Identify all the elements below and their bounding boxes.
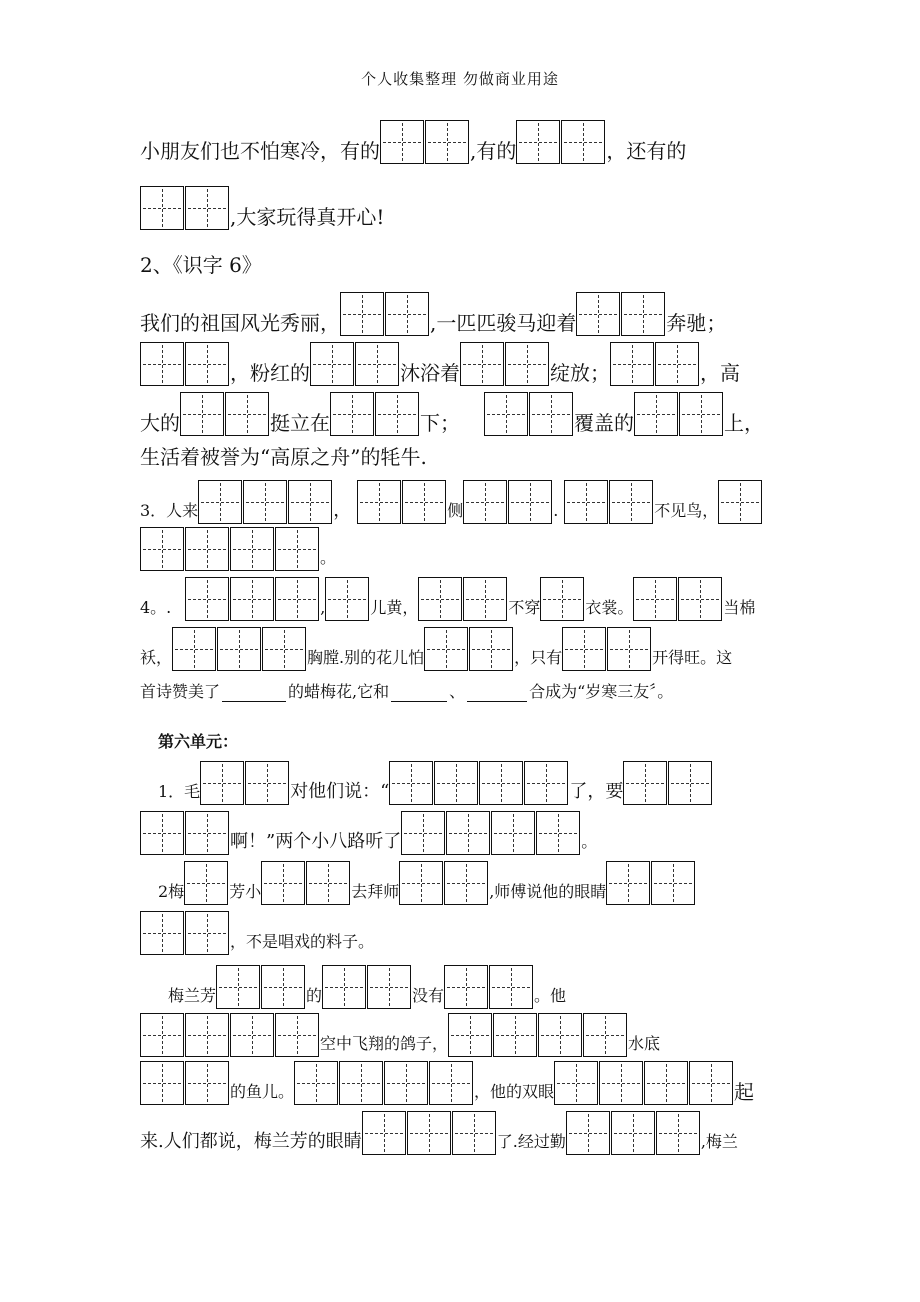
answer-box-group[interactable] bbox=[172, 627, 307, 671]
text: ， bbox=[333, 500, 352, 521]
char-box[interactable] bbox=[310, 342, 354, 386]
char-box[interactable] bbox=[463, 577, 507, 621]
answer-box-group[interactable] bbox=[610, 342, 700, 386]
text: 3．人来 bbox=[140, 501, 199, 520]
char-box[interactable] bbox=[418, 577, 462, 621]
char-box[interactable] bbox=[444, 965, 488, 1009]
char-box[interactable] bbox=[460, 342, 504, 386]
text: 不穿 bbox=[508, 598, 541, 617]
char-box[interactable] bbox=[230, 527, 274, 571]
text: 衣裳。 bbox=[585, 598, 634, 617]
char-box[interactable] bbox=[384, 1061, 428, 1105]
char-box[interactable] bbox=[243, 480, 287, 524]
char-box[interactable] bbox=[516, 120, 560, 164]
text: 开得旺。这 bbox=[652, 648, 733, 667]
char-box[interactable] bbox=[140, 811, 184, 855]
text: 水底 bbox=[628, 1034, 661, 1053]
answer-box-group[interactable] bbox=[564, 480, 654, 524]
char-box[interactable] bbox=[424, 627, 468, 671]
answer-box-group[interactable] bbox=[325, 577, 370, 621]
answer-box-group[interactable] bbox=[576, 292, 666, 336]
char-box[interactable] bbox=[505, 342, 549, 386]
text: ,师傅说他的眼睛 bbox=[489, 882, 607, 901]
text: , bbox=[320, 598, 326, 617]
s2-line-2 bbox=[140, 342, 785, 386]
char-box[interactable] bbox=[489, 965, 533, 1009]
char-box[interactable] bbox=[261, 861, 305, 905]
answer-box-group[interactable] bbox=[718, 480, 763, 524]
text: 来.人们都说，梅兰芳的眼睛 bbox=[140, 1131, 362, 1152]
text: 的蜡梅花,它和 bbox=[288, 682, 390, 701]
text: 啊！”两个小八路听了 bbox=[230, 831, 402, 852]
text: 挺立在 bbox=[270, 411, 330, 435]
char-box[interactable] bbox=[325, 577, 369, 621]
text: 上， bbox=[724, 411, 764, 435]
char-box[interactable] bbox=[554, 1061, 598, 1105]
text: 、 bbox=[449, 682, 466, 701]
char-box[interactable] bbox=[140, 342, 184, 386]
char-box[interactable] bbox=[538, 1013, 582, 1057]
text: 绽放； bbox=[550, 361, 610, 385]
char-box[interactable] bbox=[564, 480, 608, 524]
char-box[interactable] bbox=[225, 392, 269, 436]
text: ,一匹匹骏马迎着 bbox=[430, 311, 577, 335]
char-box[interactable] bbox=[599, 1061, 643, 1105]
char-box[interactable] bbox=[362, 1111, 406, 1155]
char-box[interactable] bbox=[493, 1013, 537, 1057]
unit6-title-line bbox=[140, 729, 785, 755]
char-box[interactable] bbox=[140, 1061, 184, 1105]
char-box[interactable] bbox=[294, 1061, 338, 1105]
answer-box-group[interactable] bbox=[200, 761, 290, 805]
char-box[interactable] bbox=[185, 1013, 229, 1057]
answer-box-group[interactable] bbox=[634, 392, 724, 436]
text: ,梅兰 bbox=[700, 1132, 738, 1151]
answer-box-group[interactable] bbox=[540, 577, 585, 621]
answer-box-group[interactable] bbox=[418, 577, 508, 621]
answer-box-group[interactable] bbox=[216, 965, 306, 1009]
answer-box-group[interactable] bbox=[140, 527, 320, 571]
text: ，只有 bbox=[514, 648, 563, 667]
q2-line-2 bbox=[140, 911, 785, 955]
char-box[interactable] bbox=[185, 911, 229, 955]
char-box[interactable] bbox=[261, 965, 305, 1009]
char-box[interactable] bbox=[611, 1111, 655, 1155]
text: 去拜师 bbox=[351, 882, 400, 901]
text: 生活着被誉为“高原之舟”的牦牛. bbox=[140, 445, 427, 469]
text: 我们的祖国风光秀丽， bbox=[140, 311, 340, 335]
text: 小朋友们也不怕寒冷，有的 bbox=[140, 139, 380, 163]
s2-line-3 bbox=[140, 392, 785, 436]
char-box[interactable] bbox=[633, 577, 677, 621]
char-box[interactable] bbox=[275, 527, 319, 571]
answer-box-group[interactable] bbox=[401, 811, 581, 855]
char-box[interactable] bbox=[655, 342, 699, 386]
char-box[interactable] bbox=[140, 527, 184, 571]
char-box[interactable] bbox=[607, 627, 651, 671]
char-box[interactable] bbox=[508, 480, 552, 524]
char-box[interactable] bbox=[330, 392, 374, 436]
char-box[interactable] bbox=[491, 811, 535, 855]
char-box[interactable] bbox=[185, 342, 229, 386]
char-box[interactable] bbox=[375, 392, 419, 436]
answer-box-group[interactable] bbox=[448, 1013, 628, 1057]
s4-line-2 bbox=[140, 627, 785, 671]
char-box[interactable] bbox=[140, 1013, 184, 1057]
fill-blank[interactable] bbox=[391, 681, 447, 702]
char-box[interactable] bbox=[540, 577, 584, 621]
char-box[interactable] bbox=[446, 811, 490, 855]
answer-box-group[interactable] bbox=[606, 861, 696, 905]
text: ，他的双眼 bbox=[474, 1082, 555, 1101]
text: 的 bbox=[306, 986, 323, 1005]
char-box[interactable] bbox=[623, 761, 667, 805]
char-box[interactable] bbox=[185, 186, 229, 230]
char-box[interactable] bbox=[610, 342, 654, 386]
char-box[interactable] bbox=[275, 577, 319, 621]
char-box[interactable] bbox=[357, 480, 401, 524]
text: 空中飞翔的鸽子， bbox=[320, 1034, 449, 1053]
text: 了，要 bbox=[569, 781, 624, 802]
answer-box-group[interactable] bbox=[340, 292, 430, 336]
char-box[interactable] bbox=[606, 861, 650, 905]
text: 。他 bbox=[534, 986, 567, 1005]
char-box[interactable] bbox=[399, 861, 443, 905]
s2-line-1 bbox=[140, 292, 785, 336]
text: 没有 bbox=[412, 986, 445, 1005]
answer-box-group[interactable] bbox=[357, 480, 447, 524]
answer-box-group[interactable] bbox=[185, 577, 320, 621]
char-box[interactable] bbox=[634, 392, 678, 436]
char-box[interactable] bbox=[340, 292, 384, 336]
char-box[interactable] bbox=[479, 761, 523, 805]
answer-box-group[interactable] bbox=[463, 480, 553, 524]
q1-line-2 bbox=[140, 811, 785, 855]
answer-box-group[interactable] bbox=[460, 342, 550, 386]
text: 梅兰芳 bbox=[168, 986, 217, 1005]
answer-box-group[interactable] bbox=[562, 627, 652, 671]
text: ，粉红的 bbox=[230, 361, 310, 385]
char-box[interactable] bbox=[656, 1111, 700, 1155]
u5-line-1 bbox=[140, 120, 785, 164]
text: 。 bbox=[581, 832, 598, 851]
char-box[interactable] bbox=[524, 761, 568, 805]
answer-box-group[interactable] bbox=[310, 342, 400, 386]
char-box[interactable] bbox=[185, 811, 229, 855]
char-box[interactable] bbox=[621, 292, 665, 336]
char-box[interactable] bbox=[355, 342, 399, 386]
text: ,大家玩得真开心! bbox=[230, 205, 385, 229]
char-box[interactable] bbox=[339, 1061, 383, 1105]
char-box[interactable] bbox=[385, 292, 429, 336]
char-box[interactable] bbox=[140, 911, 184, 955]
char-box[interactable] bbox=[140, 186, 184, 230]
char-box[interactable] bbox=[275, 1013, 319, 1057]
answer-box-group[interactable] bbox=[294, 1061, 474, 1105]
s3-line-1 bbox=[140, 480, 785, 524]
text: 。 bbox=[320, 548, 337, 567]
text: 袄， bbox=[140, 648, 173, 667]
answer-box-group[interactable] bbox=[484, 392, 574, 436]
answer-box-group[interactable] bbox=[444, 965, 534, 1009]
answer-box-group[interactable] bbox=[633, 577, 723, 621]
text: 沐浴着 bbox=[400, 361, 460, 385]
char-box[interactable] bbox=[583, 1013, 627, 1057]
text: 4。. bbox=[140, 598, 172, 617]
char-box[interactable] bbox=[367, 965, 411, 1009]
char-box[interactable] bbox=[689, 1061, 733, 1105]
text: 了.经过勤 bbox=[496, 1132, 566, 1151]
text: 当棉 bbox=[723, 598, 756, 617]
answer-box-group[interactable] bbox=[362, 1111, 497, 1155]
answer-box-group[interactable] bbox=[380, 120, 470, 164]
char-box[interactable] bbox=[444, 861, 488, 905]
char-box[interactable] bbox=[216, 965, 260, 1009]
answer-box-group[interactable] bbox=[180, 392, 270, 436]
q2-line-4 bbox=[140, 1013, 785, 1057]
char-box[interactable] bbox=[185, 527, 229, 571]
answer-box-group[interactable] bbox=[140, 186, 230, 230]
char-box[interactable] bbox=[609, 480, 653, 524]
char-box[interactable] bbox=[262, 627, 306, 671]
char-box[interactable] bbox=[288, 480, 332, 524]
text: ,有的 bbox=[470, 139, 517, 163]
char-box[interactable] bbox=[678, 577, 722, 621]
char-box[interactable] bbox=[245, 761, 289, 805]
char-box[interactable] bbox=[434, 761, 478, 805]
char-box[interactable] bbox=[429, 1061, 473, 1105]
fill-blank[interactable] bbox=[222, 681, 286, 702]
q2-line-1 bbox=[140, 861, 785, 905]
char-box[interactable] bbox=[322, 965, 366, 1009]
text: 首诗赞美了 bbox=[140, 682, 221, 701]
unit-title: 第六单元： bbox=[158, 732, 239, 751]
text: 胸膛.别的花儿怕 bbox=[307, 648, 425, 667]
section-title-shizi6 bbox=[140, 252, 785, 278]
text: 儿黄， bbox=[370, 598, 419, 617]
q2-line-6 bbox=[140, 1111, 785, 1155]
answer-box-group[interactable] bbox=[140, 811, 230, 855]
char-box[interactable] bbox=[230, 577, 274, 621]
char-box[interactable] bbox=[562, 627, 606, 671]
char-box[interactable] bbox=[306, 861, 350, 905]
u5-line-2 bbox=[140, 186, 785, 230]
text: 不见鸟， bbox=[654, 501, 719, 520]
text: 侧 bbox=[447, 501, 464, 520]
char-box[interactable] bbox=[463, 480, 507, 524]
char-box[interactable] bbox=[561, 120, 605, 164]
text: 合成为“岁寒三友〞。 bbox=[529, 682, 674, 701]
text: 奔驰； bbox=[666, 311, 727, 335]
char-box[interactable] bbox=[217, 627, 261, 671]
answer-box-group[interactable] bbox=[140, 1061, 230, 1105]
text: 下； bbox=[420, 411, 460, 435]
answer-box-group[interactable] bbox=[554, 1061, 734, 1105]
text: ，还有的 bbox=[606, 139, 687, 163]
char-box[interactable] bbox=[469, 627, 513, 671]
text: 大的 bbox=[140, 411, 180, 435]
text: . bbox=[553, 501, 559, 520]
answer-box-group[interactable] bbox=[330, 392, 420, 436]
char-box[interactable] bbox=[200, 761, 244, 805]
answer-box-group[interactable] bbox=[516, 120, 606, 164]
answer-box-group[interactable] bbox=[184, 861, 229, 905]
fill-blank[interactable] bbox=[467, 681, 527, 702]
char-box[interactable] bbox=[402, 480, 446, 524]
char-box[interactable] bbox=[679, 392, 723, 436]
char-box[interactable] bbox=[651, 861, 695, 905]
char-box[interactable] bbox=[184, 861, 228, 905]
q2-line-5 bbox=[140, 1061, 785, 1105]
answer-box-group[interactable] bbox=[261, 861, 351, 905]
char-box[interactable] bbox=[718, 480, 762, 524]
worksheet-content bbox=[140, 108, 785, 1155]
s3-line-2 bbox=[140, 527, 785, 571]
answer-box-group[interactable] bbox=[566, 1111, 701, 1155]
char-box[interactable] bbox=[407, 1111, 451, 1155]
answer-box-group[interactable] bbox=[140, 342, 230, 386]
answer-box-group[interactable] bbox=[322, 965, 412, 1009]
s4-line-3 bbox=[140, 679, 785, 705]
char-box[interactable] bbox=[198, 480, 242, 524]
answer-box-group[interactable] bbox=[399, 861, 489, 905]
section-title: 2、《识字 6》 bbox=[140, 253, 262, 277]
char-box[interactable] bbox=[185, 577, 229, 621]
char-box[interactable] bbox=[401, 811, 445, 855]
char-box[interactable] bbox=[389, 761, 433, 805]
text: 起 bbox=[734, 1080, 755, 1104]
char-box[interactable] bbox=[172, 627, 216, 671]
char-box[interactable] bbox=[484, 392, 528, 436]
char-box[interactable] bbox=[536, 811, 580, 855]
answer-box-group[interactable] bbox=[623, 761, 713, 805]
text: 的鱼儿。 bbox=[230, 1082, 295, 1101]
char-box[interactable] bbox=[452, 1111, 496, 1155]
text: 1．毛 bbox=[158, 782, 201, 801]
text: 覆盖的 bbox=[574, 411, 634, 435]
char-box[interactable] bbox=[644, 1061, 688, 1105]
char-box[interactable] bbox=[668, 761, 712, 805]
char-box[interactable] bbox=[425, 120, 469, 164]
q1-line-1 bbox=[140, 761, 785, 805]
char-box[interactable] bbox=[185, 1061, 229, 1105]
page-header: 个人收集整理 勿做商业用途 bbox=[361, 70, 559, 88]
char-box[interactable] bbox=[380, 120, 424, 164]
char-box[interactable] bbox=[566, 1111, 610, 1155]
char-box[interactable] bbox=[230, 1013, 274, 1057]
answer-box-group[interactable] bbox=[389, 761, 569, 805]
q2-line-3 bbox=[140, 965, 785, 1009]
text: 对他们说：“ bbox=[290, 781, 390, 802]
char-box[interactable] bbox=[448, 1013, 492, 1057]
text: ，不是唱戏的料子。 bbox=[230, 932, 375, 951]
text: 芳小 bbox=[229, 882, 262, 901]
s4-line-1 bbox=[140, 577, 785, 621]
s2-line-4 bbox=[140, 444, 785, 470]
char-box[interactable] bbox=[576, 292, 620, 336]
answer-box-group[interactable] bbox=[140, 911, 230, 955]
text: ，高 bbox=[700, 361, 740, 385]
answer-box-group[interactable] bbox=[198, 480, 333, 524]
answer-box-group[interactable] bbox=[140, 1013, 320, 1057]
char-box[interactable] bbox=[180, 392, 224, 436]
answer-box-group[interactable] bbox=[424, 627, 514, 671]
char-box[interactable] bbox=[529, 392, 573, 436]
text: 2梅 bbox=[158, 882, 185, 901]
